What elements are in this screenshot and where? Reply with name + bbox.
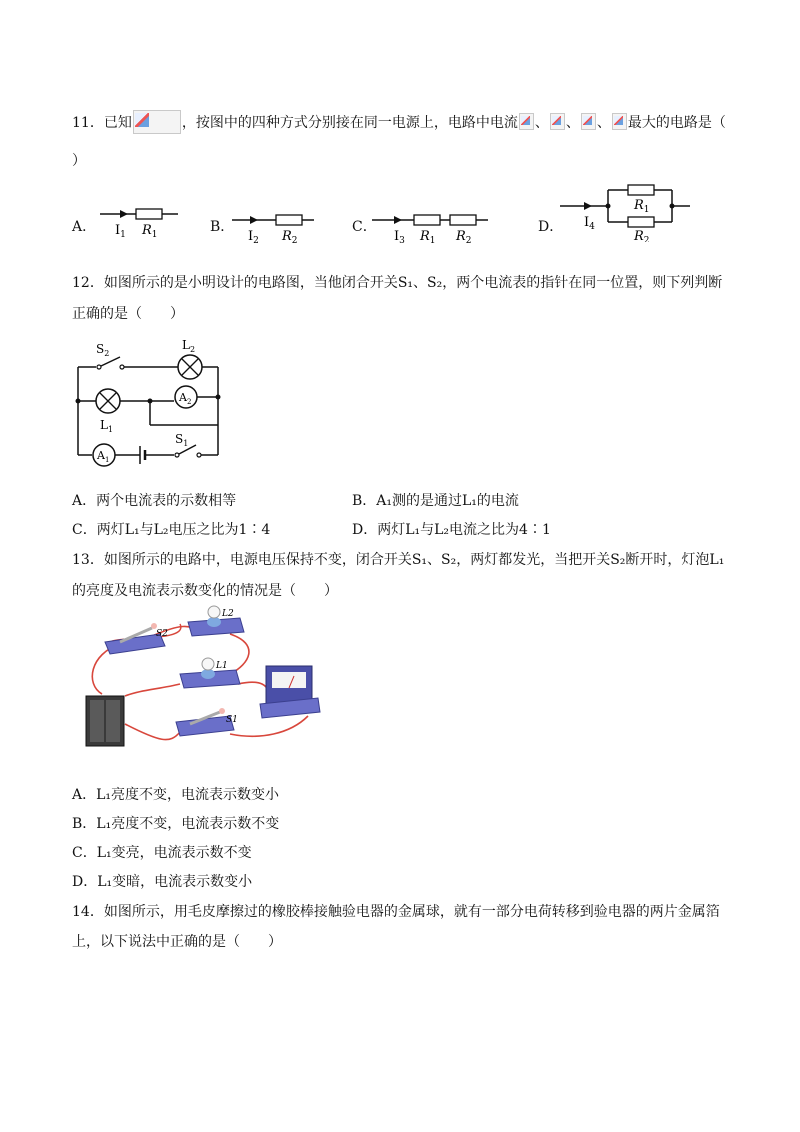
svg-text:L1: $L_1$: [100, 418, 114, 434]
svg-text:L1: L1: [216, 661, 228, 671]
formula-image-icon: [519, 113, 534, 130]
formula-image-icon: [133, 110, 181, 134]
q13-stem-line2: 的亮度及电流表示数变化的情况是（ ）: [72, 583, 338, 599]
formula-image-icon: [612, 113, 627, 130]
svg-text:R2: $R_2$: [282, 229, 298, 244]
svg-text:I2: $I_2$: [248, 229, 259, 244]
q12-option-a: A．两个电流表的示数相等: [72, 493, 237, 509]
svg-text:I3: $I_3$: [394, 229, 405, 244]
formula-image-icon: [550, 113, 565, 130]
svg-text:L2: L2: [222, 609, 234, 619]
q13-option-c: C．L₁变亮，电流表示数不变: [72, 845, 252, 861]
svg-text:I1: $I_1$: [115, 223, 126, 238]
q11-circuit-d: [560, 180, 700, 242]
q11-stem: 11．已知 ，按图中的四种方式分别接在同一电源上，电路中电流 、 、 、 最大的电路是（: [72, 110, 726, 134]
q13-circuit-photo: [80, 604, 330, 756]
svg-text:R1: $R_1$: [634, 198, 650, 215]
svg-text:R1: $R_1$: [420, 229, 436, 244]
q12-option-d: D．两灯L₁与L₂电流之比为4∶1: [352, 522, 551, 538]
q13-option-d: D．L₁变暗，电流表示数变小: [72, 874, 253, 890]
q11-option-b-letter: B．: [210, 219, 235, 235]
q11-option-a-letter: A．: [72, 219, 97, 235]
svg-text:L2: $L_2$: [182, 338, 196, 354]
q12-option-b: B．A₁测的是通过L₁的电流: [352, 493, 519, 509]
q12-option-c: C．两灯L₁与L₂电压之比为1∶4: [72, 522, 271, 538]
q11-circuit-a: [100, 202, 190, 238]
q11-circuit-b: [232, 208, 322, 244]
q11-option-c-letter: C．: [352, 219, 377, 235]
svg-text:S2: $S_2$: [96, 342, 110, 358]
formula-image-icon: [581, 113, 596, 130]
q11-option-d-letter: D．: [538, 219, 564, 235]
svg-text:S2: S2: [156, 629, 168, 639]
svg-text:A2: $A_2$: [179, 391, 192, 406]
q14-stem-line2: 上，以下说法中正确的是（ ）: [72, 934, 282, 950]
svg-text:R2: $R_2$: [634, 229, 650, 242]
q14-stem-line1: 14．如图所示，用毛皮摩擦过的橡胶棒接触验电器的金属球，就有一部分电荷转移到验电器的两片金属箔: [72, 904, 720, 920]
svg-text:A1: $A_1$: [97, 449, 110, 464]
q12-stem-line1: 12．如图所示的是小明设计的电路图，当他闭合开关S₁、S₂，两个电流表的指针在同一位置，则下列判断: [72, 275, 723, 291]
q11-stem-close: ）: [72, 153, 86, 169]
q13-option-a: A．L₁亮度不变，电流表示数变小: [72, 787, 280, 803]
svg-text:S1: S1: [226, 715, 238, 725]
svg-text:I4: $I_4$: [584, 215, 595, 232]
q12-circuit-diagram: [68, 333, 238, 473]
svg-text:R2: $R_2$: [456, 229, 472, 244]
svg-text:R1: $R_1$: [142, 223, 158, 238]
q13-stem-line1: 13．如图所示的电路中，电源电压保持不变，闭合开关S₁、S₂，两灯都发光，当把开关S₂断开时，灯泡L₁: [72, 552, 725, 568]
q11-circuit-c: [372, 208, 492, 244]
svg-text:S1: $S_1$: [175, 432, 189, 448]
q12-stem-line2: 正确的是（ ）: [72, 306, 184, 322]
q13-option-b: B．L₁亮度不变，电流表示数不变: [72, 816, 280, 832]
